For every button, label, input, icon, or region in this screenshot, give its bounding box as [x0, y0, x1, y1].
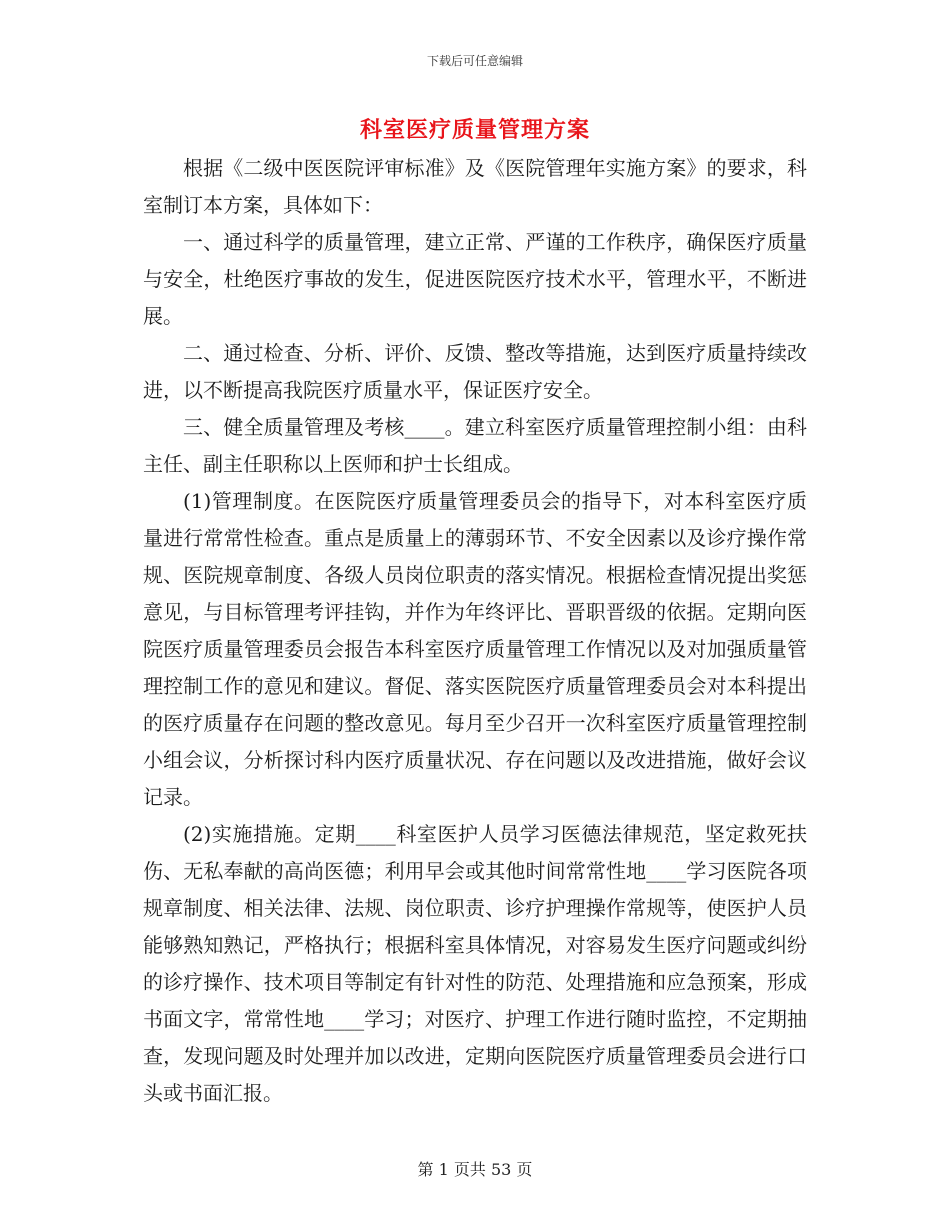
paragraph-management-system: (1)管理制度。在医院医疗质量管理委员会的指导下，对本科室医疗质量进行常常性检查。重点是质量上的薄弱环节、不安全因素以及诊疗操作常规、医院规章制度、各级人员岗位职责的落实情况。根据检查情况提出奖惩意见，与目标管理考评挂钩，并作为年终评比、晋职晋级的依据。定期向医院医疗质量管理委员会报告本科室医疗质量管理工作情况以及对加强质量管理控制工作的意见和建议。督促、落实医院医疗质量管理委员会对本科提出的医疗质量存在问题的整改意见。每月至少召开一次科室医疗质量管理控制小组会议，分析探讨科内医疗质量状况、存在问题以及改进措施，做好会议记录。	[143, 489, 807, 809]
page-number: 第 1 页共 53 页	[417, 1160, 533, 1179]
paragraph-section-2: 二、通过检查、分析、评价、反馈、整改等措施，达到医疗质量持续改进，以不断提高我院医疗质量水平，保证医疗安全。	[143, 341, 807, 402]
paragraph-section-3: 三、健全质量管理及考核____。建立科室医疗质量管理控制小组：由科主任、副主任职称以上医师和护士长组成。	[143, 415, 807, 476]
paragraph-section-1: 一、通过科学的质量管理，建立正常、严谨的工作秩序，确保医疗质量与安全，杜绝医疗事故的发生，促进医院医疗技术水平，管理水平，不断进展。	[143, 230, 807, 328]
header-note: 下载后可任意编辑	[426, 54, 523, 68]
paragraph-implementation-measures: (2)实施措施。定期____科室医护人员学习医德法律规范，坚定救死扶伤、无私奉献的高尚医德；利用早会或其他时间常常性地____学习医院各项规章制度、相关法律、法规、岗位职责、诊疗护理操作常规等，使医护人员能够熟知熟记，严格执行；根据科室具体情况，对容易发生医疗问题或纠纷的诊疗操作、技术项目等制定有针对性的防范、处理措施和应急预案，形成书面文字，常常性地____学习；对医疗、护理工作进行随时监控，不定期抽查，发现问题及时处理并加以改进，定期向医院医疗质量管理委员会进行口头或书面汇报。	[143, 822, 807, 1105]
paragraph-intro: 根据《二级中医医院评审标准》及《医院管理年实施方案》的要求，科室制订本方案，具体如下：	[143, 156, 807, 217]
document-body	[143, 150, 807, 1112]
document-title: 科室医疗质量管理方案	[359, 117, 590, 143]
